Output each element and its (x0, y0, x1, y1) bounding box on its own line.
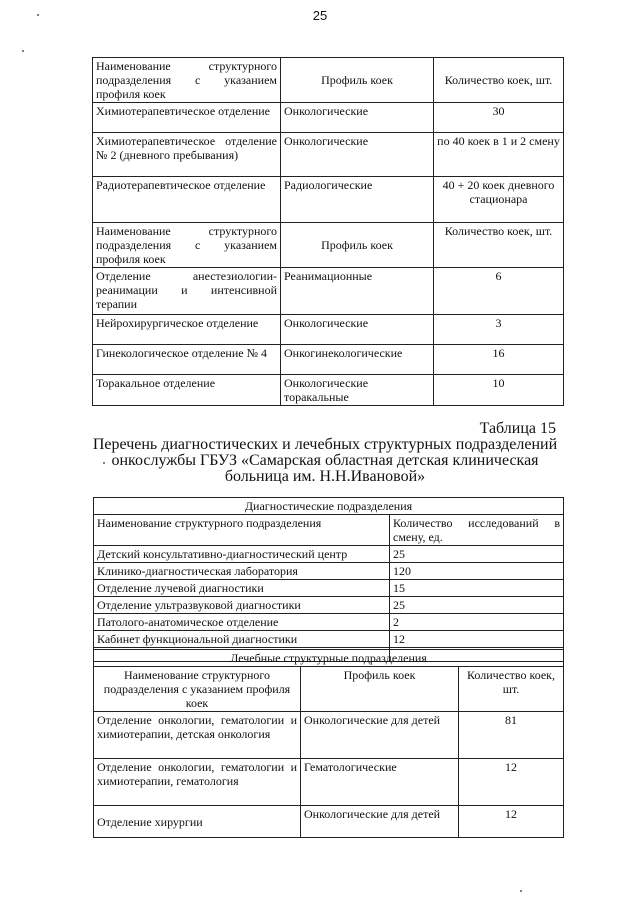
row-name: Детский консультативно-диагностический центр (94, 546, 390, 563)
row-name: Отделение лучевой диагностики (94, 580, 390, 597)
scan-speck (103, 462, 105, 464)
row-name: Нейрохирургическое отделение (93, 315, 281, 345)
row-count: 10 (434, 375, 564, 406)
table-row (93, 133, 564, 177)
row-profile: Гематологические (301, 759, 459, 806)
row-profile: Онкологические (281, 103, 434, 133)
row-name: Отделение онкологии, гематологии и химиотерапии, детская онкология (94, 712, 301, 759)
row-profile: Реанимационные (281, 268, 434, 315)
table-title: Перечень диагностических и лечебных структурных подразделений онкослужбы ГБУЗ «Самарская областная детская клиническая больница им. Н.Н.Ивановой» (92, 436, 558, 485)
beds-table (92, 57, 564, 406)
row-count: 3 (434, 315, 564, 345)
row-count: 25 (390, 597, 564, 614)
table-row (94, 580, 564, 597)
header-name: Наименование структурного подразделения (94, 515, 390, 546)
table-row (94, 546, 564, 563)
row-profile: Онкологические (281, 133, 434, 177)
row-profile: Радиологические (281, 177, 434, 223)
treatment-section-title: Лечебные структурные подразделения (94, 650, 564, 667)
table-row (94, 806, 564, 838)
table-row (94, 563, 564, 580)
row-name: Патолого-анатомическое отделение (94, 614, 390, 631)
header-name: Наименование структурного подразделения с указанием профиля коек (94, 667, 301, 712)
row-name: Радиотерапевтическое отделение (93, 177, 281, 223)
row-name: Отделение ультразвуковой диагностики (94, 597, 390, 614)
row-count: 40 + 20 коек дневного стационара (434, 177, 564, 223)
row-name: Отделение хирургии (94, 806, 301, 838)
header-profile: Профиль коек (281, 223, 434, 268)
row-profile: Онкогинекологические (281, 345, 434, 375)
row-count: 6 (434, 268, 564, 315)
scan-speck (520, 890, 522, 892)
row-name: Торакальное отделение (93, 375, 281, 406)
row-count: 12 (459, 806, 564, 838)
row-count: 30 (434, 103, 564, 133)
section-title-row (94, 498, 564, 515)
row-profile: Онкологические (281, 315, 434, 345)
row-name: Химиотерапевтическое отделение (93, 103, 281, 133)
row-name: Кабинет функциональной диагностики (94, 631, 390, 648)
row-count: 12 (459, 759, 564, 806)
header-name: Наименование структурного подразделения с указанием профиля коек (93, 223, 281, 268)
header-count: Количество коек, шт. (434, 58, 564, 103)
table-row (94, 759, 564, 806)
row-count: 81 (459, 712, 564, 759)
table-row (93, 375, 564, 406)
section-title-row (94, 650, 564, 667)
table-header-row (94, 515, 564, 546)
header-profile: Профиль коек (281, 58, 434, 103)
table-row (93, 345, 564, 375)
diagnostic-table (93, 497, 564, 662)
table-row (94, 597, 564, 614)
page-number: 25 (312, 8, 328, 23)
table-row (93, 268, 564, 315)
row-count: 15 (390, 580, 564, 597)
diagnostic-section-title: Диагностические подразделения (94, 498, 564, 515)
table-row (94, 614, 564, 631)
row-count: по 40 коек в 1 и 2 смену (434, 133, 564, 177)
table-header-row (94, 667, 564, 712)
row-count: 120 (390, 563, 564, 580)
scan-speck (22, 50, 24, 52)
table-header-row (93, 223, 564, 268)
row-profile: Онкологические для детей (301, 806, 459, 838)
header-count: Количество исследований в смену, ед. (390, 515, 564, 546)
table-row (93, 103, 564, 133)
row-name: Отделение анестезиологии-реанимации и интенсивной терапии (93, 268, 281, 315)
header-name: Наименование структурного подразделения с указанием профиля коек (93, 58, 281, 103)
table-row (93, 315, 564, 345)
table-row (94, 712, 564, 759)
row-count: 2 (390, 614, 564, 631)
row-name: Отделение онкологии, гематологии и химиотерапии, гематология (94, 759, 301, 806)
row-profile: Онкологические для детей (301, 712, 459, 759)
row-count: 12 (390, 631, 564, 648)
row-name: Гинекологическое отделение № 4 (93, 345, 281, 375)
table-header-row (93, 58, 564, 103)
header-count: Количество коек, шт. (459, 667, 564, 712)
row-name: Клинико-диагностическая лаборатория (94, 563, 390, 580)
treatment-table (93, 649, 564, 838)
table-label: Таблица 15 (479, 420, 556, 437)
table-row (94, 631, 564, 648)
header-count: Количество коек, шт. (434, 223, 564, 268)
table-row (93, 177, 564, 223)
header-profile: Профиль коек (301, 667, 459, 712)
row-name: Химиотерапевтическое отделение № 2 (дневного пребывания) (93, 133, 281, 177)
scan-speck (37, 14, 39, 16)
row-count: 25 (390, 546, 564, 563)
row-count: 16 (434, 345, 564, 375)
row-profile: Онкологические торакальные (281, 375, 434, 406)
